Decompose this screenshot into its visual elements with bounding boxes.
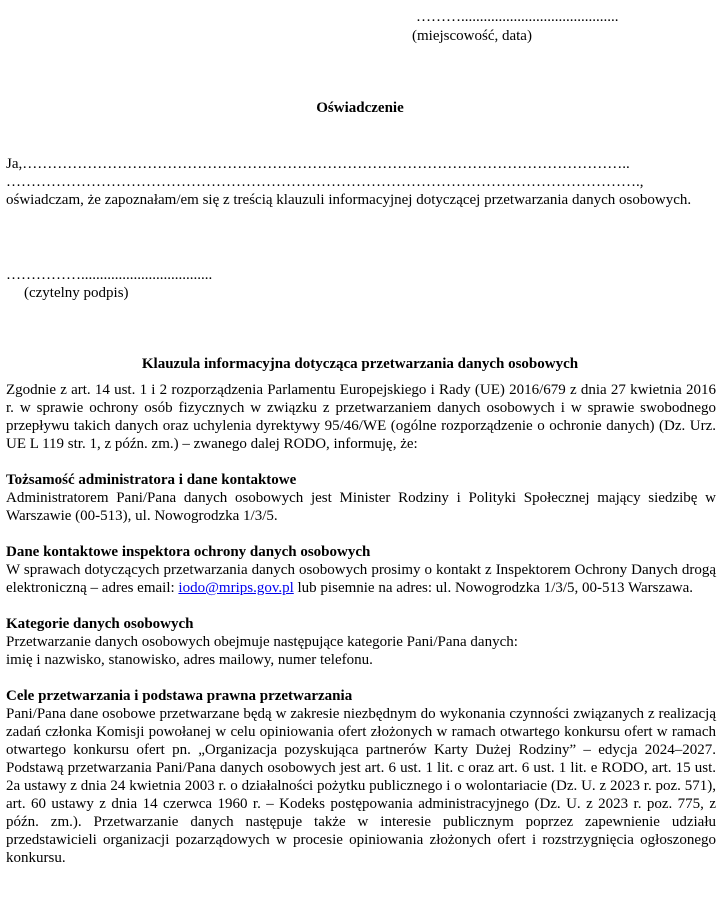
inspector-text-before: W sprawach dotyczących przetwarzania danych osobowych prosimy o kontakt z Inspektorem Ochrony Danych drogą elektroniczną – adres email:: [6, 562, 716, 596]
declaration-title: Oświadczenie: [316, 100, 404, 116]
section-heading-categories: Kategorie danych osobowych: [6, 616, 194, 632]
section-text-categories-1: Przetwarzanie danych osobowych obejmuje następujące kategorie Pani/Pana danych:: [6, 634, 518, 650]
place-date-label: (miejscowość, data): [412, 28, 532, 44]
section-heading-purposes: Cele przetwarzania i podstawa prawna przetwarzania: [6, 688, 353, 704]
clause-title: Klauzula informacyjna dotycząca przetwarzania danych osobowych: [141, 356, 579, 372]
name-fill-line-1: Ja,…………………………………………………………………………………………………………..: [6, 156, 630, 172]
place-date-dots: ………..........................................: [416, 9, 619, 25]
section-heading-inspector: Dane kontaktowe inspektora ochrony danych osobowych: [6, 544, 371, 560]
inspector-text-after: lub pisemnie na adres: ul. Nowogrodzka 1/3/5, 00-513 Warszawa.: [297, 580, 694, 596]
section-text-purposes: Pani/Pana dane osobowe przetwarzane będą w zakresie niezbędnym do wykonania czynności związanych z realizacją zadań członka Komisji powołanej w celu opiniowania ofert złożonych w ramach otwartego konkursu ofert w ramach otwartego konkursu ofert pn. „Organizacja pozyskująca partnerów Karty Dużej Rodziny” – edycja 2024–2027. Podstawą przetwarzania Pani/Pana danych osobowych jest art. 6 ust. 1 lit. c oraz art. 6 ust. 1 lit. e RODO, art. 15 ust. 2a ustawy z dnia 24 kwietnia 2003 r. o działalności pożytku publicznego i o wolontariacie (Dz. U. z 2023 r. poz. 571), art. 60 ustawy z dnia 14 czerwca 1960 r. – Kodeks postępowania administracyjnego (Dz. U. z 2023 r. poz. 775, z późn. zm.). Przetwarzanie danych następuje także w interesie publicznym poprzez zapewnienie udziału przedstawicieli organizacji pozarządowych w procesie opiniowania złożonych ofert i rozstrzygnięcia ogłoszonego konkursu.: [6, 706, 716, 866]
clause-body: [6, 381, 716, 867]
inspector-email-link[interactable]: iodo@mrips.gov.pl: [178, 580, 294, 596]
section-heading-administrator: Tożsamość administratora i dane kontaktowe: [6, 472, 297, 488]
declaration-text: oświadczam, że zapoznałam/em się z treścią klauzuli informacyjnej dotyczącej przetwarzania danych osobowych.: [6, 192, 692, 208]
section-text-administrator: Administratorem Pani/Pana danych osobowych jest Minister Rodziny i Polityki Społecznej mający siedzibę w Warszawie (00-513), ul. Nowogrodzka 1/3/5.: [6, 490, 716, 524]
clause-intro: Zgodnie z art. 14 ust. 1 i 2 rozporządzenia Parlamentu Europejskiego i Rady (UE) 2016/679 z dnia 27 kwietnia 2016 r. w sprawie ochrony osób fizycznych w związku z przetwarzaniem danych osobowych i w sprawie swobodnego przepływu takich danych oraz uchylenia dyrektywy 95/46/WE (ogólne rozporządzenie o ochronie danych) (Dz. Urz. UE L 119 str. 1, z późn. zm.) – zwanego dalej RODO, informuję, że:: [6, 382, 716, 452]
name-fill-line-2: ……………………………………………………………………………………………………………….,: [6, 174, 644, 190]
section-text-inspector: [6, 561, 716, 597]
declaration-body: [6, 155, 716, 209]
signature-label: (czytelny podpis): [24, 285, 129, 301]
section-text-categories-2: imię i nazwisko, stanowisko, adres mailowy, numer telefonu.: [6, 652, 373, 668]
signature-dots: ……………...................................: [6, 267, 213, 283]
